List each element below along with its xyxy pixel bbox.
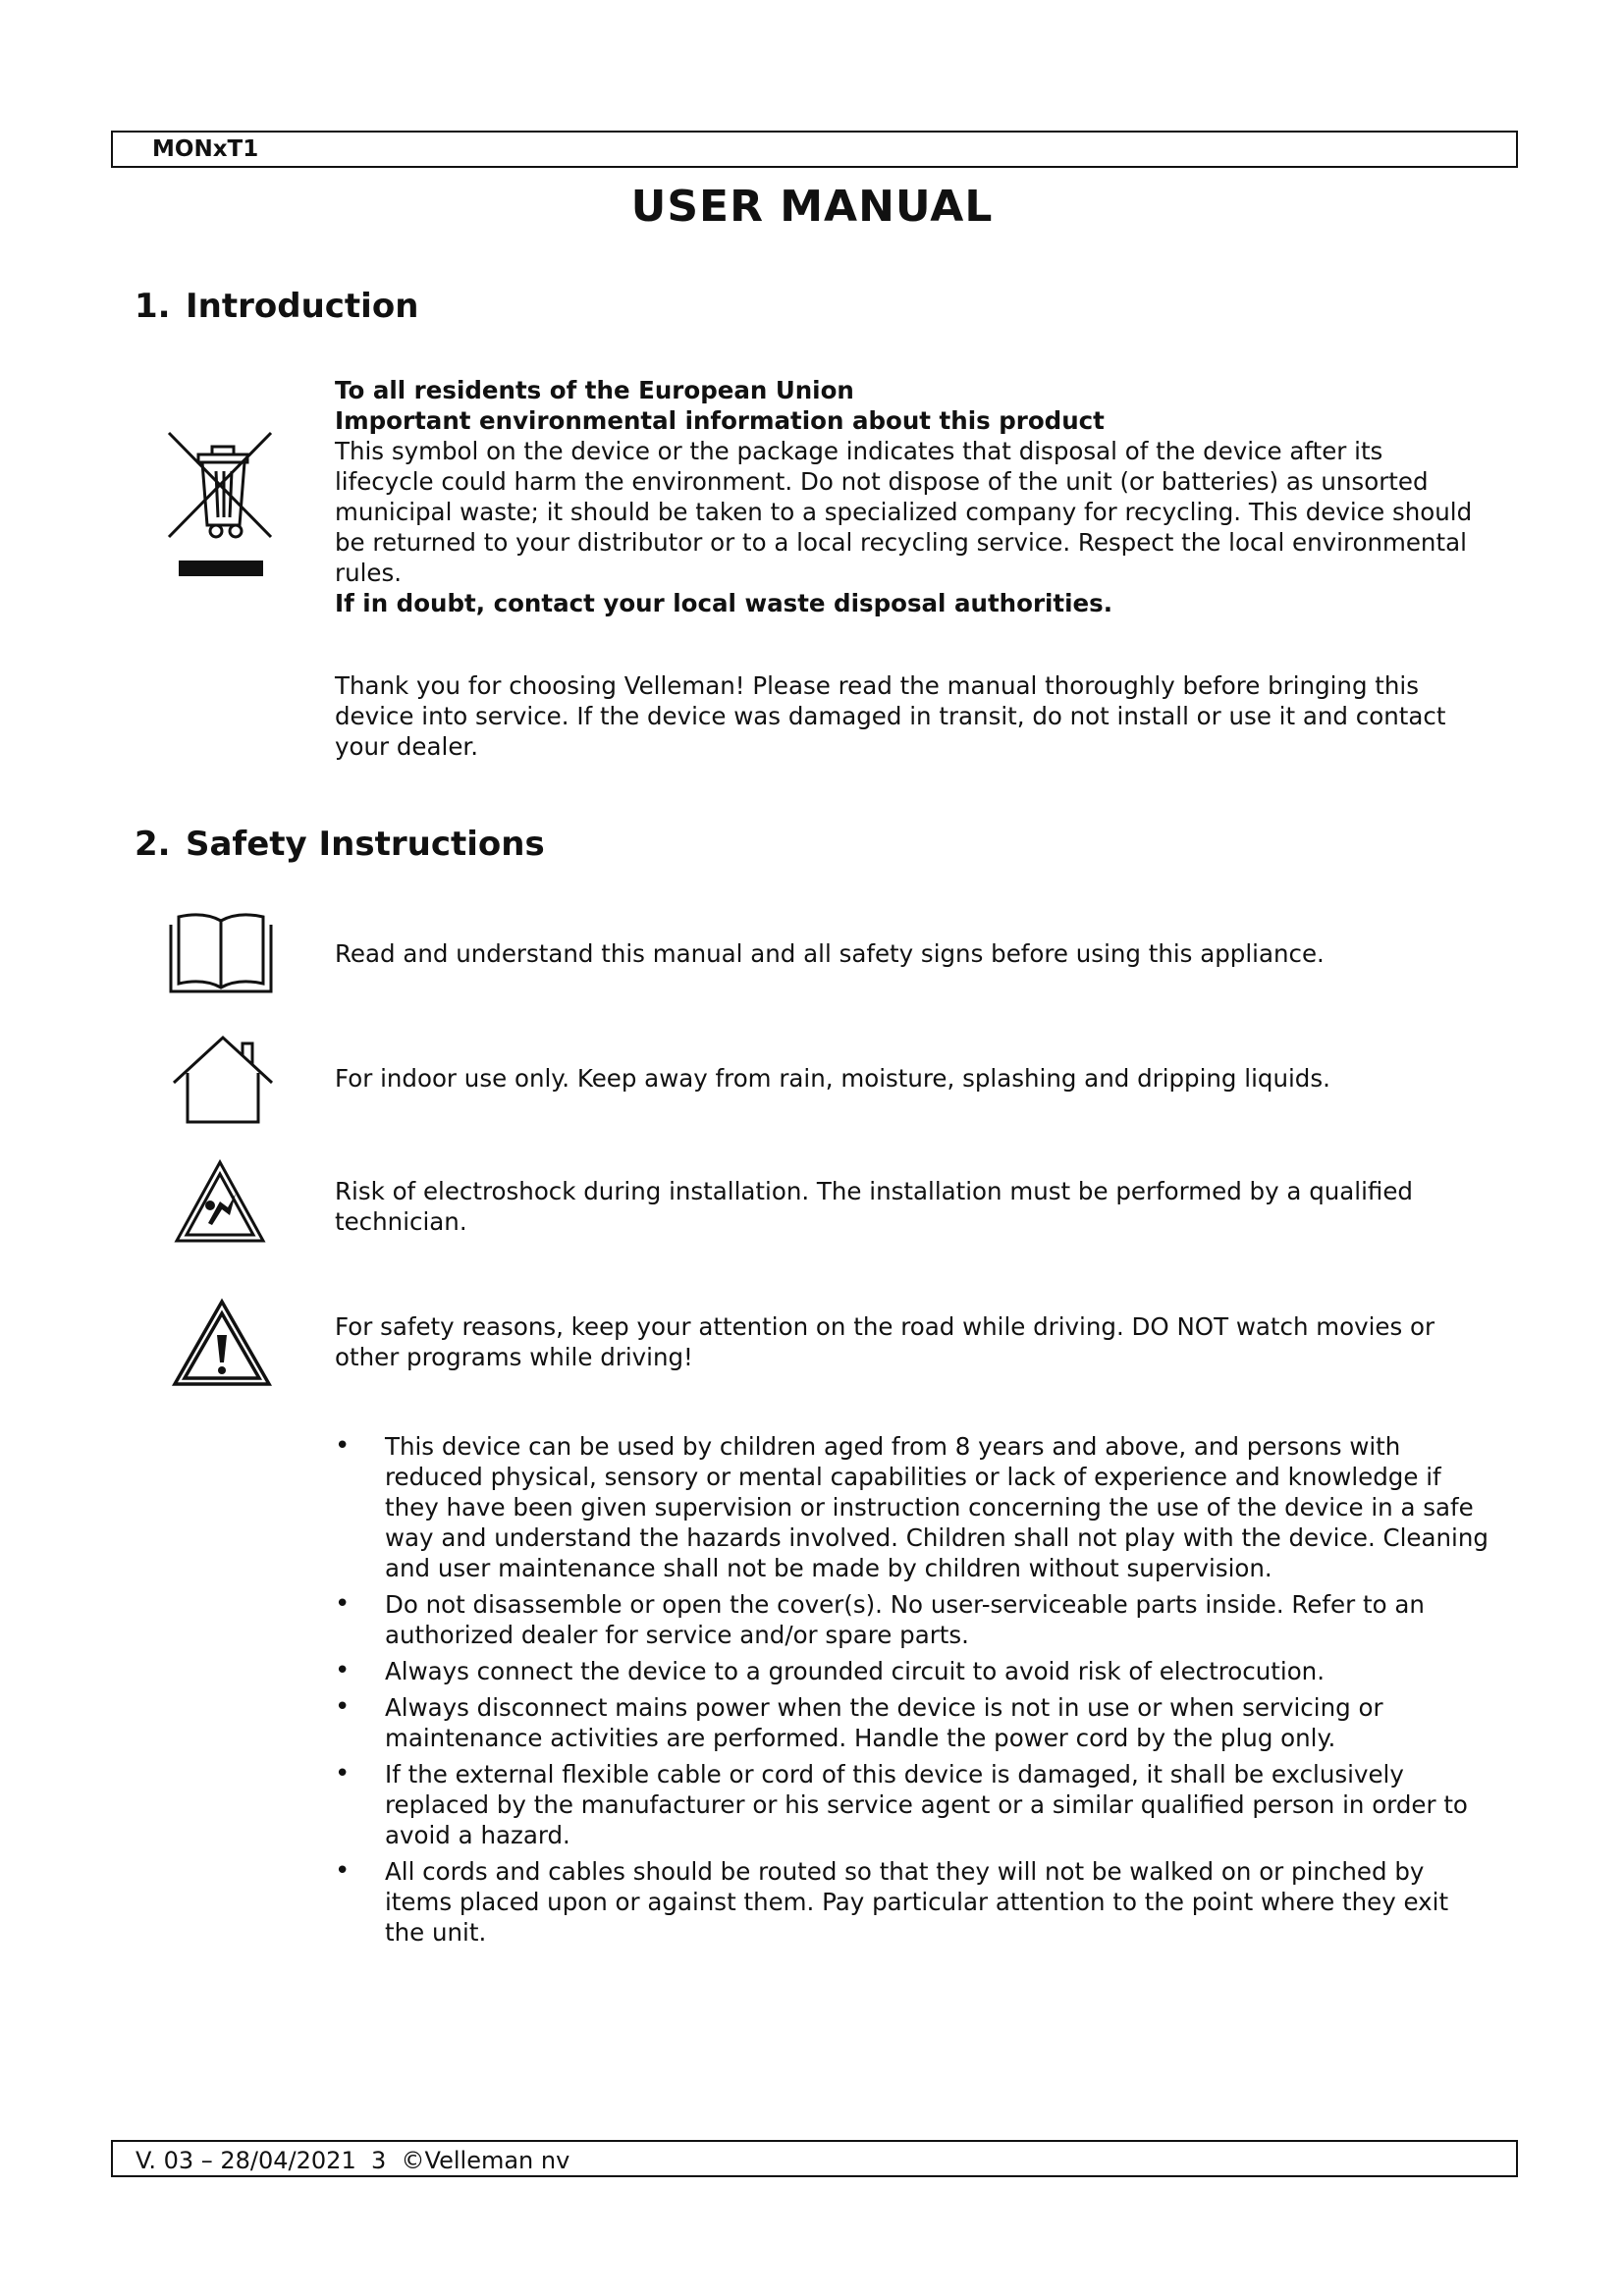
intro-heading-environment: Important environmental information about this product [335,406,1105,435]
safety-item-electroshock [335,1176,1484,1237]
safety-item-text: Read and understand this manual and all safety signs before using this appliance. [335,939,1325,968]
caution-warning-icon [171,1298,273,1388]
list-item: • All cords and cables should be routed so that they will not be walked on or pinched by items placed upon or against them. Pay particular attention to the point where they exit the unit. [335,1856,1493,1948]
safety-item-manual [335,938,1484,969]
manual-book-icon [167,909,275,995]
document-header [111,131,1518,168]
list-item: • If the external flexible cable or cord of this device is damaged, it shall be exclusively replaced by the manufacturer or his service agent or a similar qualified person in order to avoid a hazard. [335,1759,1493,1850]
model-label: MONxT1 [152,136,259,162]
indoor-house-icon [170,1034,276,1126]
footer-copyright: ©Velleman nv [401,2147,570,2174]
intro-heading-eu: To all residents of the European Union [335,376,854,404]
intro-block [335,375,1484,618]
section-title: Safety Instructions [186,825,545,864]
intro-body: This symbol on the device or the package indicates that disposal of the device after its lifecycle could harm the environment. Do not dispose of the unit (or batteries) as unsorted municipal waste; it should be taken to a specialized company for recycling. This device should be returned to your distributor or to a local recycling service. Respect the local environmental rules. [335,437,1473,587]
safety-bullet-list [335,1431,1493,1953]
intro-thanks [335,670,1484,762]
list-item: • Do not disassemble or open the cover(s). No user-serviceable parts inside. Refer to an authorized dealer for service and/or spare parts. [335,1589,1493,1650]
section-number: 2. [135,825,171,864]
list-item: • Always connect the device to a grounded circuit to avoid risk of electrocution. [335,1656,1493,1686]
intro-thanks-text: Thank you for choosing Velleman! Please read the manual thoroughly before bringing this device into service. If the device was damaged in transit, do not install or use it and contact your dealer. [335,671,1446,761]
safety-item-text: For safety reasons, keep your attention on the road while driving. DO NOT watch movies or other programs while driving! [335,1312,1435,1371]
electroshock-warning-icon [173,1158,267,1247]
safety-item-text: Risk of electroshock during installation. The installation must be performed by a qualified technician. [335,1177,1413,1236]
weee-crossed-bin-icon [165,427,278,584]
section-heading-introduction [135,287,418,326]
intro-doubt: If in doubt, contact your local waste disposal authorities. [335,589,1113,617]
footer-version: V. 03 – 28/04/2021 [135,2147,356,2174]
list-item: • Always disconnect mains power when the device is not in use or when servicing or maintenance activities are performed. Handle the power cord by the plug only. [335,1692,1493,1753]
section-heading-safety [135,825,545,864]
footer-page-number: 3 [370,2147,387,2174]
document-footer [111,2140,1518,2177]
safety-item-indoor [335,1063,1484,1094]
safety-item-driving [335,1311,1484,1372]
page-title: USER MANUAL [630,182,994,232]
section-title: Introduction [186,287,419,326]
safety-item-text: For indoor use only. Keep away from rain, moisture, splashing and dripping liquids. [335,1064,1330,1093]
list-item: • This device can be used by children aged from 8 years and above, and persons with reduced physical, sensory or mental capabilities or lack of experience and knowledge if they have been given supervision or instruction concerning the use of the device in a safe way and understand the hazards involved. Children shall not play with the device. Cleaning and user maintenance shall not be made by children without supervision. [335,1431,1493,1583]
section-number: 1. [135,287,171,326]
